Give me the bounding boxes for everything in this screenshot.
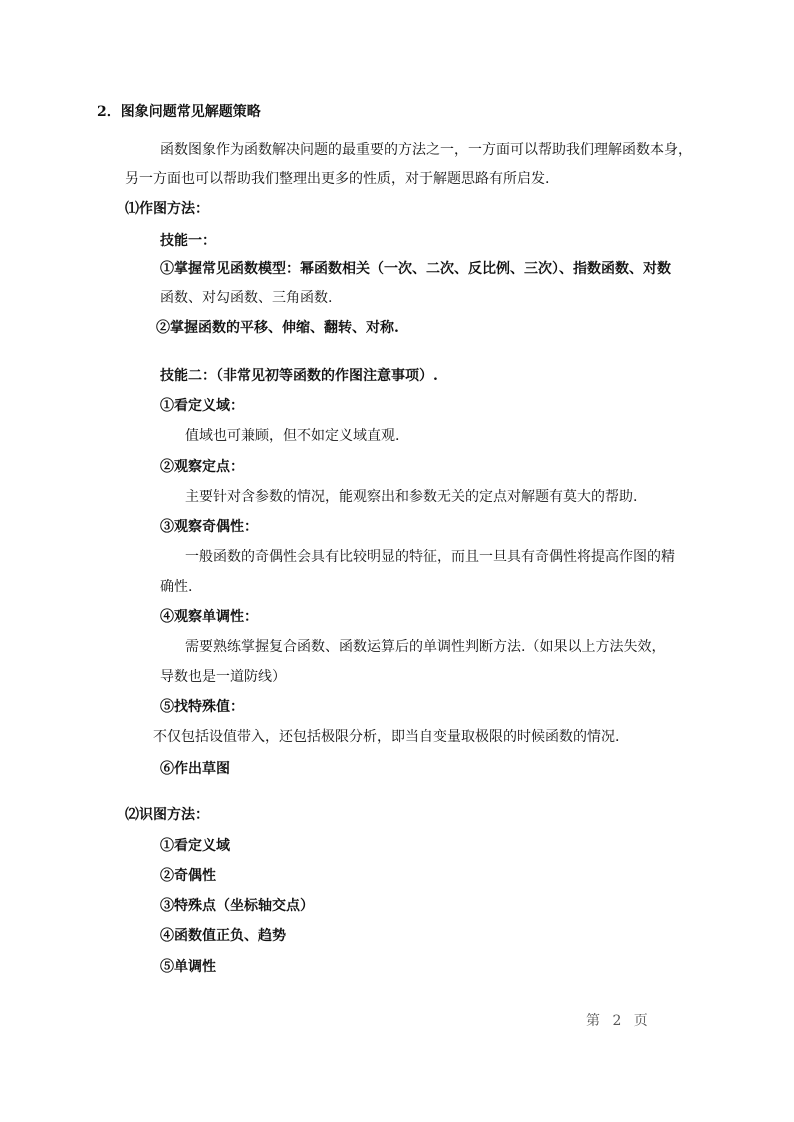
skill-two-item-5-desc: 不仅包括设值带入，还包括极限分析，即当自变量取极限的时候函数的情况. bbox=[153, 729, 620, 745]
skill-one-item-1-line-2: 函数、对勾函数、三角函数. bbox=[160, 290, 333, 306]
skill-two-item-1-label: ①看定义域： bbox=[160, 398, 244, 414]
read-method-item-3: ③特殊点（坐标轴交点） bbox=[160, 898, 314, 914]
skill-one-item-2: ②掌握函数的平移、伸缩、翻转、对称. bbox=[156, 320, 399, 336]
skill-two-item-4-desc-line-1: 需要熟练掌握复合函数、函数运算后的单调性判断方法.（如果以上方法失效， bbox=[185, 639, 666, 655]
skill-two-item-2-desc: 主要针对含参数的情况，能观察出和参数无关的定点对解题有莫大的帮助. bbox=[185, 489, 638, 505]
skill-two-item-4-desc-line-2: 导数也是一道防线） bbox=[160, 669, 286, 685]
section-title: 2．图象问题常见解题策略 bbox=[97, 104, 261, 120]
page-number: 第 2 页 bbox=[586, 1013, 652, 1029]
read-method-item-1: ①看定义域 bbox=[160, 838, 230, 854]
skill-two-item-5-label: ⑤找特殊值： bbox=[160, 699, 244, 715]
read-method-item-5: ⑤单调性 bbox=[160, 959, 216, 975]
skill-one-item-1-line-1: ①掌握常见函数模型：幂函数相关（一次、二次、反比例、三次）、指数函数、对数 bbox=[160, 261, 671, 277]
skill-two-item-1-desc: 值域也可兼顾，但不如定义域直观. bbox=[185, 428, 400, 444]
read-method-item-4: ④函数值正负、趋势 bbox=[160, 928, 286, 944]
skill-two-item-3-desc-line-2: 确性. bbox=[160, 579, 193, 595]
read-method-item-2: ②奇偶性 bbox=[160, 868, 216, 884]
skill-two-item-3-label: ③观察奇偶性： bbox=[160, 519, 258, 535]
skill-one-title: 技能一： bbox=[160, 233, 216, 249]
skill-two-item-6-label: ⑥作出草图 bbox=[160, 761, 230, 777]
draw-method-heading: ⑴作图方法： bbox=[125, 201, 209, 217]
skill-two-title: 技能二：（非常见初等函数的作图注意事项）. bbox=[160, 368, 438, 384]
intro-paragraph-line-2: 另一方面也可以帮助我们整理出更多的性质，对于解题思路有所启发. bbox=[125, 171, 550, 187]
intro-paragraph-line-1: 函数图象作为函数解决问题的最重要的方法之一，一方面可以帮助我们理解函数本身， bbox=[160, 142, 692, 158]
skill-two-item-2-label: ②观察定点： bbox=[160, 459, 244, 475]
read-method-heading: ⑵识图方法： bbox=[125, 807, 209, 823]
skill-two-item-4-label: ④观察单调性： bbox=[160, 609, 258, 625]
skill-two-item-3-desc-line-1: 一般函数的奇偶性会具有比较明显的特征，而且一旦具有奇偶性将提高作图的精 bbox=[185, 549, 675, 565]
